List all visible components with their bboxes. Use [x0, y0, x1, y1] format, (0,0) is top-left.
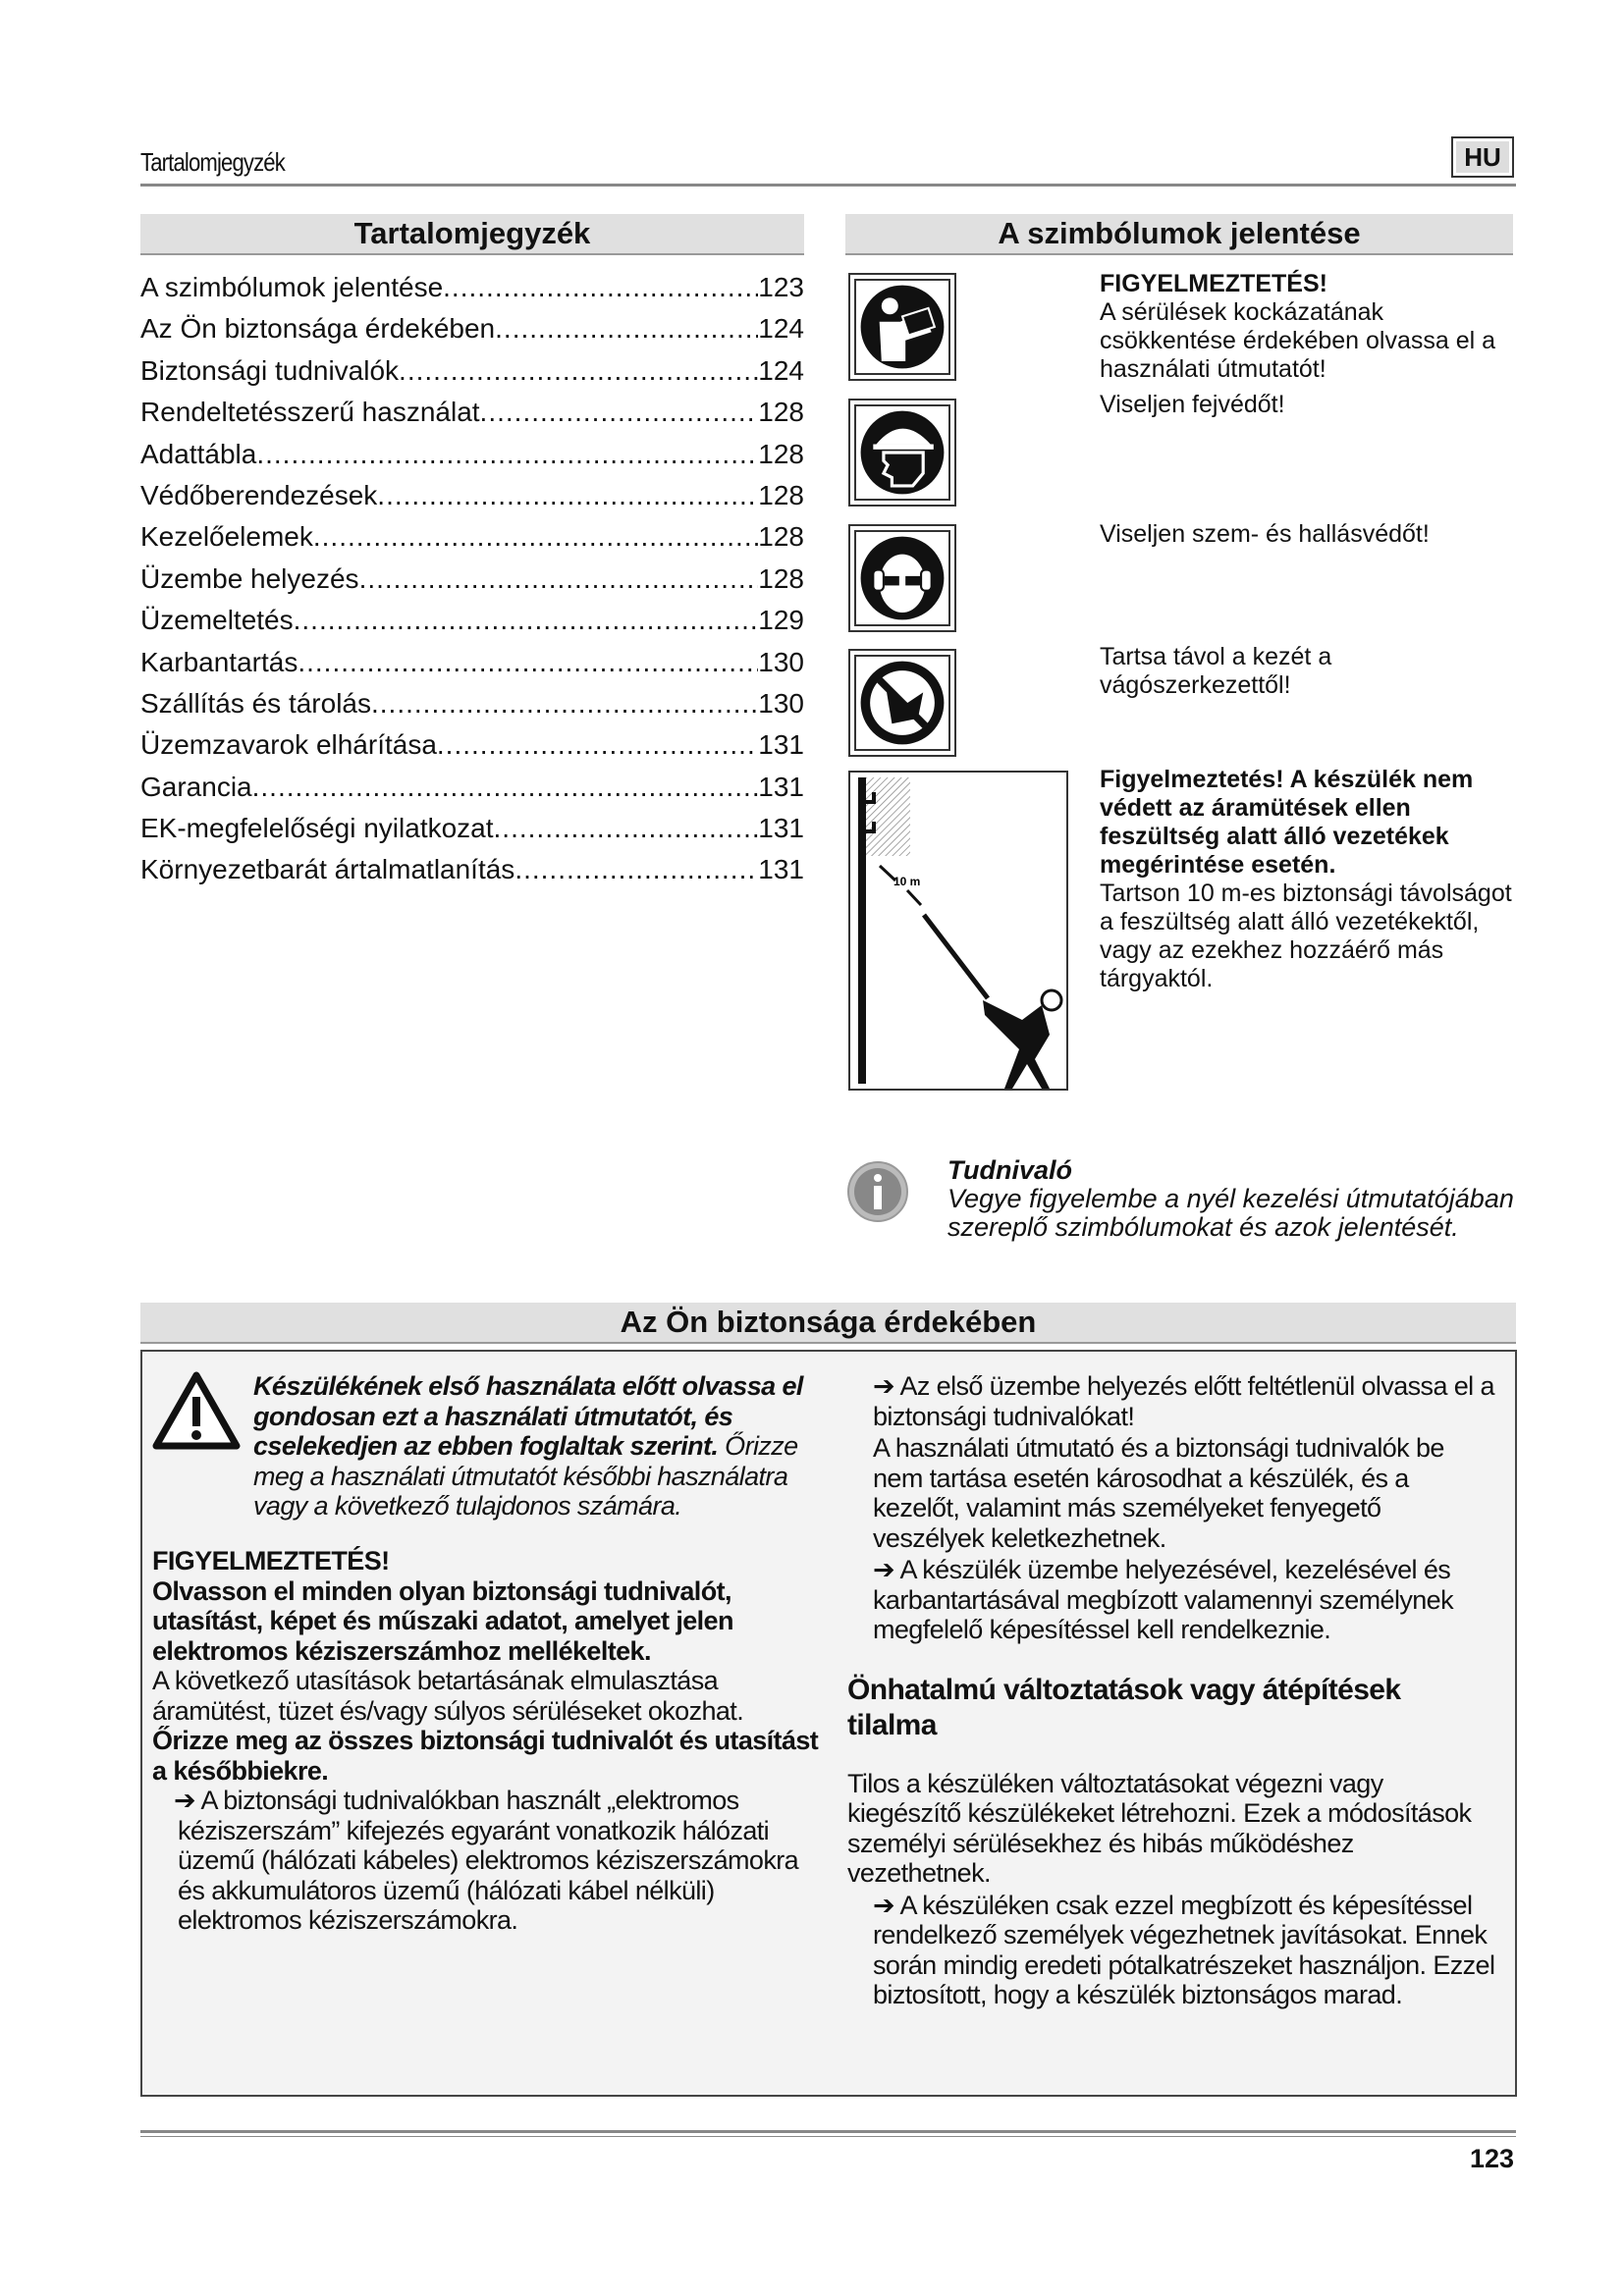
symbol-5-desc: Tartson 10 m-es biztonsági távolságot a feszültség alatt álló vezetékektől, vagy az ezekhez hozzáérő más tárgyaktól.	[1100, 880, 1512, 992]
subheading: Önhatalmú változtatások vagy átépítések tilalma	[847, 1673, 1401, 1741]
symbols-heading: A szimbólumok jelentése	[845, 214, 1513, 255]
warning-triangle-icon	[152, 1371, 241, 1457]
toc-leader	[514, 849, 758, 890]
toc-entry[interactable]	[140, 600, 804, 641]
toc-leader	[480, 392, 759, 433]
left-column	[152, 1546, 957, 1936]
toc-entry-label: Kezelőelemek	[140, 521, 313, 553]
toc-entry-page: 131	[758, 729, 804, 761]
toc-entry-page: 128	[758, 479, 804, 510]
toc-entry-label: Rendeltetésszerű használat	[140, 397, 480, 428]
toc-entry-page: 124	[758, 354, 804, 386]
symbol-1-desc: A sérülések kockázatának csökkentése érdekében olvassa el a használati útmutatót!	[1100, 298, 1496, 383]
arrow-icon: ➔	[873, 1555, 900, 1584]
symbol-1-text	[1100, 270, 1512, 384]
toc-entry-page: 130	[758, 646, 804, 677]
toc-entry-page: 124	[758, 313, 804, 345]
read-all-text: Olvasson el minden olyan biztonsági tudnivalót, utasítást, képet és műszaki adatot, amelyet jelen elektromos kéziszerszámhoz mellékeltek.	[152, 1575, 733, 1666]
head-protection-icon	[848, 399, 956, 507]
safety-box	[140, 1350, 1517, 2097]
toc-entry-label: Üzembe helyezés	[140, 562, 359, 594]
toc-entry-label: Üzemzavarok elhárítása	[140, 729, 437, 761]
language-badge: HU	[1451, 136, 1514, 178]
right-column	[847, 1371, 1495, 2010]
toc-entry-page: 131	[758, 854, 804, 885]
r1-text: Az első üzembe helyezés előtt feltétlenül olvassa el a biztonsági tudnivalókat!	[873, 1371, 1494, 1431]
toc-leader	[371, 683, 758, 724]
r1-item	[847, 1371, 1495, 1431]
r5-item	[847, 1891, 1495, 2010]
page-number: 123	[1469, 2144, 1514, 2173]
read-manual-icon	[848, 273, 956, 381]
toc-heading: Tartalomjegyzék	[140, 214, 804, 255]
toc-entry[interactable]	[140, 392, 804, 433]
toc-entry[interactable]	[140, 267, 804, 308]
distance-label: 10 m	[893, 875, 921, 888]
toc-entry-label: EK-megfelelőségi nyilatkozat	[140, 813, 494, 844]
toc-leader	[437, 724, 758, 766]
toc-entry-label: Adattábla	[140, 438, 257, 469]
toc-entry-label: Környezetbarát ártalmatlanítás	[140, 854, 515, 885]
symbol-5-title: Figyelmeztetés! A készülék nem védett az áramütések ellen feszültség alatt álló vezetékek megérintése esetén.	[1100, 766, 1474, 879]
toc-entry-page: 130	[758, 687, 804, 719]
footer-rule-thin	[140, 2136, 1516, 2137]
toc-leader	[359, 559, 759, 600]
toc-entry[interactable]	[140, 434, 804, 475]
toc-entry-page: 128	[758, 521, 804, 553]
toc-entry-label: Biztonsági tudnivalók	[140, 354, 400, 386]
toc-leader	[298, 642, 758, 683]
r3-item	[847, 1555, 1495, 1645]
r3-text: A készülék üzembe helyezésével, kezelésével és karbantartásával megbízott valamennyi személynek megfelelő képesítéssel kell rendelkeznie.	[873, 1555, 1454, 1644]
r5-text: A készüléken csak ezzel megbízott és képesítéssel rendelkező személyek végezhetnek javításokat. Ennek során mindig eredeti pótalkatrészeket használjon. Ezzel biztosított, hogy a készülék biztonságos marad.	[873, 1890, 1495, 2009]
toc-list	[140, 267, 804, 891]
keep-text: Őrizze meg az összes biztonsági tudnivalót és utasítást a későbbiekre.	[152, 1726, 819, 1786]
toc-entry[interactable]	[140, 724, 804, 766]
eye-ear-protection-icon	[848, 524, 956, 632]
power-line-distance-figure	[848, 771, 1068, 1091]
toc-leader	[294, 600, 759, 641]
toc-entry-page: 131	[758, 771, 804, 802]
toc-entry[interactable]	[140, 308, 804, 349]
running-title: Tartalomjegyzék	[140, 147, 285, 177]
toc-entry-label: Az Ön biztonsága érdekében	[140, 313, 496, 345]
keep-hands-away-icon	[848, 649, 956, 757]
toc-entry-label: Védőberendezések	[140, 479, 378, 510]
info-icon	[846, 1160, 909, 1223]
toc-leader	[443, 267, 758, 308]
toc-leader	[377, 475, 758, 516]
toc-entry-page: 129	[758, 605, 804, 636]
symbol-2-text: Viseljen fejvédőt!	[1100, 391, 1285, 418]
toc-entry[interactable]	[140, 849, 804, 890]
term-text: A biztonsági tudnivalókban használt „elektromos kéziszerszám” kifejezés egyaránt vonatkozik hálózati üzemű (hálózati kábeles) elektromos kéziszerszámokra és akkumulátoros üzemű (hálózati kábel nélküli) elektromos kéziszerszámokra.	[178, 1786, 799, 1935]
toc-entry[interactable]	[140, 683, 804, 724]
note-text: Vegye figyelembe a nyél kezelési útmutatójában szereplő szimbólumokat és azok jelentését.	[947, 1184, 1514, 1242]
arrow-icon: ➔	[174, 1786, 201, 1815]
toc-entry[interactable]	[140, 642, 804, 683]
toc-entry-page: 123	[758, 272, 804, 302]
toc-entry-label: Üzemeltetés	[140, 605, 294, 636]
toc-entry[interactable]	[140, 767, 804, 808]
toc-entry[interactable]	[140, 475, 804, 516]
failure-text: A következő utasítások betartásának elmulasztása áramütést, tüzet és/vagy súlyos sérüléseket okozhat.	[152, 1666, 744, 1726]
toc-leader	[252, 767, 759, 808]
footer-rule	[140, 2130, 1516, 2133]
symbol-3-text: Viseljen szem- és hallásvédőt!	[1100, 520, 1430, 548]
toc-entry-label: Karbantartás	[140, 646, 298, 677]
header-rule	[140, 184, 1516, 187]
toc-entry-page: 128	[758, 438, 804, 469]
symbol-1-title: FIGYELMEZTETÉS!	[1100, 270, 1327, 297]
r4-text: Tilos a készüléken változtatásokat végezni vagy kiegészítő készülékeket létrehozni. Ezek a módosítások személyi sérülésekhez és hibás működéshez vezethetnek.	[847, 1768, 1472, 1888]
toc-entry-label: Garancia	[140, 771, 252, 802]
warning-label: FIGYELMEZTETÉS!	[152, 1546, 390, 1575]
toc-entry-label: A szimbólumok jelentése	[140, 272, 444, 302]
toc-leader	[495, 308, 758, 349]
toc-entry[interactable]	[140, 559, 804, 600]
symbol-5-text	[1100, 766, 1512, 993]
note	[947, 1156, 1517, 1242]
toc-entry-page: 128	[758, 562, 804, 594]
toc-leader	[494, 808, 759, 849]
first-use-bold: Készülékének első használata előtt olvassa el gondosan ezt a használati útmutatót, és cselekedjen az ebben foglaltak szerint.	[253, 1371, 803, 1461]
first-use-warning	[253, 1371, 803, 1522]
arrow-icon: ➔	[873, 1890, 900, 1920]
toc-entry[interactable]	[140, 516, 804, 558]
toc-leader	[399, 350, 758, 392]
toc-leader	[256, 434, 758, 475]
toc-entry[interactable]	[140, 350, 804, 392]
note-title: Tudnivaló	[947, 1155, 1073, 1185]
term-item	[152, 1786, 806, 1936]
toc-entry[interactable]	[140, 808, 804, 849]
safety-heading: Az Ön biztonsága érdekében	[140, 1303, 1516, 1344]
toc-entry-label: Szállítás és tárolás	[140, 687, 371, 719]
toc-entry-page: 128	[758, 397, 804, 428]
arrow-icon: ➔	[873, 1371, 900, 1401]
symbol-4-text: Tartsa távol a kezét a vágószerkezettől!	[1100, 643, 1332, 699]
first-use-italic: Őrizze meg a használati útmutatót későbbi használatra vagy a következő tulajdonos számára.	[253, 1431, 798, 1521]
toc-entry-page: 131	[758, 813, 804, 844]
toc-leader	[313, 516, 758, 558]
r2-text: A használati útmutató és a biztonsági tudnivalók be nem tartása esetén károsodhat a készülék, és a kezelőt, valamint más személyeket fenyegető veszélyek keletkezhetnek.	[873, 1433, 1444, 1553]
